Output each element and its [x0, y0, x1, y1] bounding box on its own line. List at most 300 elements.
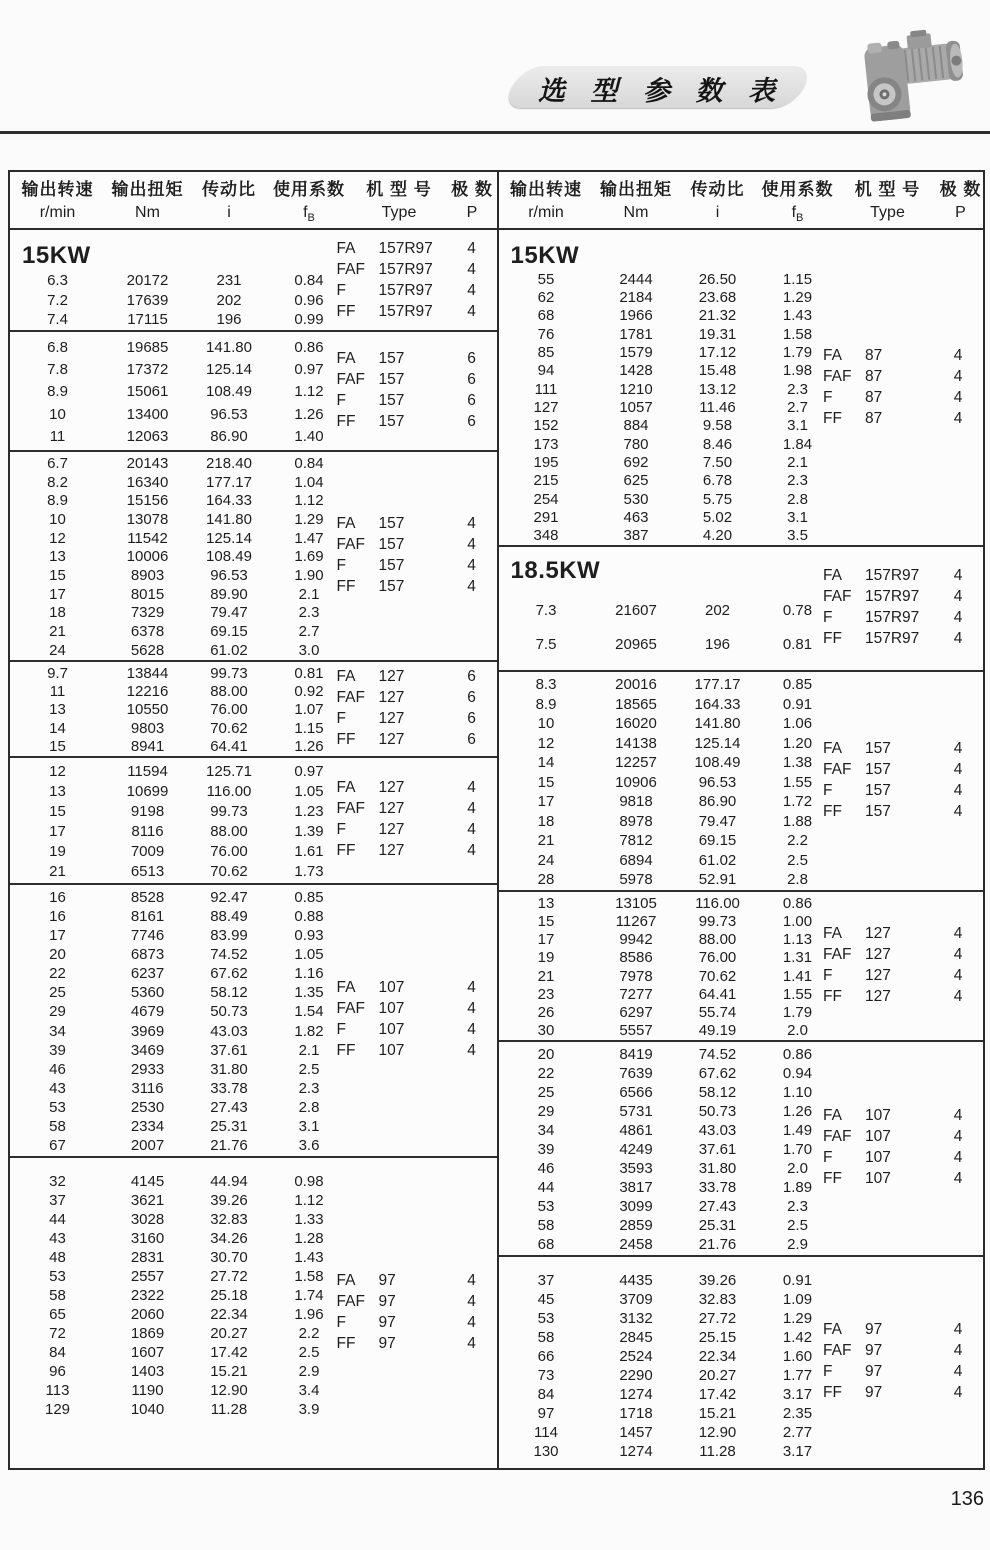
data-block	[499, 230, 984, 545]
value-cell: 20965	[615, 636, 657, 654]
column-right-blocks	[499, 230, 984, 1468]
type-poles: 4	[953, 567, 963, 584]
type-prefix: F	[336, 556, 346, 574]
type-model: 127	[378, 709, 405, 727]
value-cell: 15	[537, 773, 555, 791]
value-cell: 1.12	[294, 492, 324, 510]
value-cell: 13844	[126, 664, 169, 682]
type-prefix: F	[336, 821, 346, 838]
type-poles: 4	[953, 987, 963, 1005]
value-cell: 25.18	[210, 1287, 248, 1304]
value-cell: 9818	[619, 793, 653, 810]
value-cell: 10	[49, 511, 66, 529]
value-cell: 1.60	[782, 1348, 813, 1365]
value-cell: 2.7	[298, 623, 320, 641]
type-model: 157	[378, 391, 405, 409]
value-cell: 196	[216, 311, 242, 328]
type-poles: 4	[953, 760, 963, 778]
type-prefix: FAF	[336, 800, 365, 817]
value-cell: 49.19	[698, 1022, 737, 1040]
type-row	[337, 687, 489, 708]
type-model: 157R97	[378, 239, 433, 257]
value-cell: 20	[537, 1045, 555, 1063]
value-cell: 2.0	[787, 1160, 808, 1178]
value-cell: 1.58	[782, 325, 813, 343]
value-cell: 96.53	[210, 567, 248, 585]
type-prefix: FA	[336, 779, 356, 796]
value-cell: 27.43	[698, 1198, 737, 1216]
type-prefix: FF	[823, 630, 842, 647]
value-cell: 10	[49, 405, 66, 423]
type-poles: 6	[467, 709, 476, 727]
data-row	[499, 307, 984, 325]
value-cell: 32.83	[210, 1211, 248, 1228]
type-row	[337, 799, 489, 820]
type-poles: 4	[953, 1321, 963, 1338]
value-cell: 8419	[619, 1045, 653, 1063]
type-prefix: FF	[336, 302, 356, 320]
value-cell: 21	[49, 863, 66, 881]
value-cell: 39	[537, 1140, 555, 1158]
value-cell: 1.40	[294, 428, 324, 446]
value-cell: 1.43	[294, 1249, 324, 1266]
value-cell: 1.29	[294, 511, 324, 529]
value-cell: 1.04	[294, 473, 324, 491]
value-cell: 1.28	[294, 1230, 324, 1247]
type-prefix: FF	[336, 1042, 356, 1059]
value-cell: 0.92	[294, 683, 324, 701]
value-cell: 1.31	[782, 949, 813, 967]
value-cell: 43.03	[210, 1022, 248, 1040]
type-poles: 4	[953, 1149, 963, 1166]
data-row	[499, 1404, 984, 1423]
value-cell: 125.14	[206, 529, 252, 547]
header-ratio-symbol: i	[227, 204, 231, 222]
value-cell: 1579	[619, 344, 653, 362]
data-row	[499, 435, 984, 453]
value-cell: 10006	[126, 548, 169, 566]
value-cell: 2290	[619, 1367, 653, 1384]
type-row	[823, 986, 975, 1007]
value-cell: 387	[623, 527, 649, 545]
value-cell: 2.2	[298, 1325, 320, 1342]
header-factor-symbol: $f_B$	[791, 204, 804, 225]
value-cell: 1869	[130, 1325, 165, 1342]
value-cell: 21.76	[698, 1236, 737, 1254]
table-header-left	[10, 172, 497, 230]
value-cell: 10550	[126, 701, 169, 719]
value-cell: 530	[623, 490, 649, 508]
table-column-right	[497, 172, 984, 1468]
type-row	[337, 348, 489, 369]
type-poles: 4	[467, 1042, 476, 1059]
header-row-en	[499, 204, 984, 224]
type-model: 157	[865, 739, 891, 757]
type-poles: 4	[953, 1107, 963, 1124]
value-cell: 2.3	[787, 380, 808, 398]
value-cell: 17	[49, 926, 66, 944]
header-speed-unit: r/min	[39, 204, 76, 222]
table-header-right	[499, 172, 984, 230]
value-cell: 8.2	[47, 473, 68, 491]
type-poles: 6	[467, 688, 476, 706]
type-model: 107	[378, 1042, 405, 1059]
type-row	[823, 629, 975, 650]
type-prefix: F	[336, 281, 346, 299]
value-cell: 34.26	[210, 1230, 248, 1247]
value-cell: 692	[623, 453, 649, 471]
value-cell: 0.88	[294, 907, 324, 925]
value-cell: 2524	[619, 1348, 653, 1365]
value-cell: 18	[537, 812, 555, 830]
type-poles: 4	[953, 966, 963, 984]
data-block	[499, 670, 984, 890]
data-block	[499, 545, 984, 670]
value-cell: 3132	[619, 1310, 653, 1327]
data-row	[499, 508, 984, 526]
data-row	[10, 863, 497, 881]
data-row	[499, 325, 984, 343]
value-cell: 53	[537, 1310, 555, 1327]
value-cell: 72	[49, 1325, 66, 1342]
value-cell: 2.9	[787, 1236, 808, 1254]
value-cell: 9.7	[47, 664, 68, 682]
value-cell: 74.52	[698, 1045, 737, 1063]
value-cell: 79.47	[210, 604, 248, 622]
data-row	[499, 871, 984, 889]
data-row	[499, 1022, 984, 1040]
value-cell: 5360	[130, 984, 165, 1002]
type-model: 127	[378, 667, 405, 685]
value-cell: 8.9	[47, 492, 68, 510]
value-cell: 13	[49, 548, 66, 566]
value-cell: 0.81	[782, 636, 813, 654]
value-cell: 15061	[126, 383, 169, 401]
value-cell: 2.5	[298, 1344, 320, 1361]
type-poles: 6	[467, 730, 476, 748]
type-prefix: FAF	[336, 370, 365, 388]
value-cell: 17115	[127, 311, 168, 328]
value-cell: 6513	[130, 863, 165, 881]
value-cell: 0.78	[782, 601, 813, 619]
type-row	[823, 566, 975, 587]
type-row	[823, 759, 975, 780]
value-cell: 2.77	[782, 1424, 813, 1441]
value-cell: 1.29	[782, 1310, 813, 1327]
type-model: 97	[865, 1321, 883, 1338]
data-row	[499, 695, 984, 713]
value-cell: 13078	[126, 511, 169, 529]
data-row	[499, 832, 984, 850]
value-cell: 13	[49, 782, 66, 800]
value-cell: 6894	[619, 851, 653, 869]
value-cell: 3969	[130, 1022, 165, 1040]
value-cell: 8903	[130, 567, 165, 585]
type-list	[337, 778, 489, 862]
type-row	[823, 923, 975, 944]
value-cell: 8.9	[535, 695, 557, 713]
type-list	[337, 666, 489, 750]
value-cell: 1.69	[294, 548, 324, 566]
type-model: 87	[865, 347, 883, 364]
value-cell: 3.4	[298, 1382, 320, 1399]
data-row	[10, 473, 497, 491]
value-cell: 7746	[130, 926, 165, 944]
value-cell: 2557	[130, 1268, 165, 1285]
value-cell: 21.32	[698, 307, 737, 325]
type-prefix: F	[336, 391, 346, 409]
value-cell: 97	[537, 1405, 555, 1422]
value-cell: 16020	[615, 715, 657, 732]
value-cell: 11	[49, 428, 66, 446]
value-cell: 141.80	[694, 715, 741, 732]
type-prefix: F	[823, 389, 833, 406]
value-cell: 2.5	[787, 1217, 808, 1235]
type-model: 157	[378, 514, 405, 532]
value-cell: 2322	[130, 1287, 165, 1304]
value-cell: 15.48	[698, 362, 737, 380]
value-cell: 8.3	[535, 676, 557, 693]
power-section-title: 18.5KW	[510, 557, 601, 584]
type-prefix: FF	[823, 410, 842, 427]
value-cell: 1.84	[782, 435, 813, 453]
type-model: 107	[865, 1128, 891, 1145]
data-row	[10, 1060, 497, 1078]
value-cell: 67.62	[698, 1064, 737, 1082]
type-list	[337, 978, 489, 1062]
value-cell: 0.84	[294, 455, 324, 473]
value-cell: 215	[533, 472, 559, 490]
value-cell: 1.72	[782, 793, 813, 810]
data-row	[10, 604, 497, 622]
value-cell: 18565	[615, 695, 657, 713]
type-row	[337, 778, 489, 799]
data-row	[10, 1381, 497, 1400]
value-cell: 2.2	[787, 832, 808, 849]
value-cell: 7639	[619, 1064, 653, 1082]
value-cell: 6378	[130, 623, 165, 641]
value-cell: 10699	[126, 782, 169, 800]
header-ratio-cn: 传动比	[690, 180, 745, 200]
type-prefix: FAF	[823, 760, 852, 778]
data-row	[499, 851, 984, 869]
value-cell: 1.26	[782, 1102, 813, 1120]
value-cell: 108.49	[206, 383, 252, 401]
type-prefix: FF	[336, 412, 356, 430]
type-model: 127	[865, 987, 891, 1005]
value-cell: 8161	[130, 907, 165, 925]
value-cell: 14138	[615, 734, 657, 752]
type-poles: 4	[467, 1334, 476, 1352]
type-row	[823, 1148, 975, 1169]
type-model: 97	[865, 1363, 883, 1380]
type-model: 157R97	[865, 609, 920, 626]
type-row	[337, 369, 489, 390]
data-row	[499, 894, 984, 912]
value-cell: 44.94	[210, 1173, 248, 1190]
value-cell: 5628	[130, 641, 165, 659]
value-cell: 3160	[130, 1230, 165, 1247]
value-cell: 2.8	[787, 490, 808, 508]
value-cell: 73	[537, 1367, 555, 1384]
value-cell: 116.00	[206, 782, 252, 800]
value-cell: 11.28	[210, 1401, 248, 1418]
type-prefix: FA	[336, 667, 356, 685]
value-cell: 88.49	[210, 907, 248, 925]
data-row	[10, 907, 497, 925]
value-cell: 8586	[619, 949, 653, 967]
value-cell: 25	[49, 984, 66, 1002]
type-model: 97	[865, 1342, 883, 1359]
value-cell: 1.43	[782, 307, 813, 325]
value-cell: 17639	[126, 291, 169, 309]
type-prefix: FA	[823, 1321, 842, 1338]
value-cell: 1.15	[294, 719, 324, 737]
value-cell: 0.98	[294, 1173, 324, 1190]
type-row	[823, 1320, 975, 1341]
header-type-label: Type	[381, 204, 417, 222]
type-model: 107	[378, 979, 405, 996]
value-cell: 0.97	[294, 762, 324, 780]
value-cell: 70.62	[210, 719, 248, 737]
type-poles: 4	[467, 239, 476, 257]
value-cell: 2.3	[298, 1079, 320, 1097]
value-cell: 17	[537, 931, 555, 949]
value-cell: 4435	[619, 1272, 653, 1289]
value-cell: 88.00	[698, 931, 737, 949]
type-prefix: FF	[336, 842, 356, 859]
type-prefix: FA	[336, 1271, 356, 1289]
value-cell: 127	[533, 399, 559, 416]
value-cell: 11594	[127, 762, 168, 780]
value-cell: 0.94	[782, 1064, 813, 1082]
type-row	[337, 978, 489, 999]
value-cell: 9803	[130, 719, 165, 737]
type-model: 127	[378, 800, 405, 817]
value-cell: 1.47	[294, 529, 324, 547]
type-row	[337, 1291, 489, 1312]
type-row	[823, 1106, 975, 1127]
data-row	[499, 1045, 984, 1063]
value-cell: 30.70	[210, 1249, 248, 1266]
type-model: 127	[378, 821, 405, 838]
type-model: 127	[865, 924, 891, 942]
value-cell: 64.41	[210, 738, 248, 756]
value-cell: 8978	[619, 812, 653, 830]
value-cell: 1781	[619, 325, 653, 343]
type-row	[337, 411, 489, 432]
value-cell: 2.7	[787, 399, 808, 416]
value-cell: 13400	[126, 405, 169, 423]
value-cell: 53	[537, 1198, 555, 1216]
value-cell: 74.52	[210, 946, 248, 963]
value-cell: 1.15	[782, 270, 813, 288]
value-cell: 2933	[130, 1060, 165, 1078]
type-poles: 4	[953, 630, 963, 647]
value-cell: 46	[49, 1060, 66, 1078]
type-prefix: FAF	[823, 1342, 852, 1359]
type-model: 107	[865, 1107, 891, 1124]
value-cell: 33.78	[210, 1079, 248, 1097]
value-cell: 1.05	[294, 946, 324, 963]
type-model: 157	[378, 577, 405, 595]
type-model: 157R97	[378, 260, 433, 278]
value-cell: 0.86	[782, 894, 813, 912]
type-row	[823, 1362, 975, 1383]
value-cell: 2444	[619, 270, 653, 288]
value-cell: 8116	[131, 823, 164, 841]
type-prefix: FAF	[336, 688, 365, 706]
value-cell: 53	[49, 1268, 66, 1285]
type-model: 97	[378, 1292, 396, 1310]
value-cell: 291	[533, 508, 559, 526]
value-cell: 1.58	[294, 1268, 324, 1285]
value-cell: 1718	[619, 1405, 653, 1422]
type-row	[823, 738, 975, 759]
value-cell: 22.34	[210, 1306, 248, 1323]
value-cell: 0.91	[782, 1272, 813, 1289]
data-row	[499, 1290, 984, 1309]
type-prefix: FA	[823, 1107, 842, 1124]
data-row	[499, 715, 984, 733]
type-row	[337, 1041, 489, 1062]
value-cell: 1.35	[294, 984, 324, 1002]
header-row-en	[10, 204, 497, 224]
value-cell: 130	[533, 1443, 559, 1460]
value-cell: 6237	[130, 965, 165, 983]
type-row	[337, 555, 489, 576]
header-torque-unit: Nm	[623, 204, 649, 222]
type-prefix: FF	[336, 730, 356, 748]
value-cell: 4861	[619, 1121, 653, 1139]
type-poles: 4	[953, 410, 963, 427]
value-cell: 13.12	[698, 380, 737, 398]
value-cell: 44	[49, 1211, 66, 1228]
value-cell: 15.21	[698, 1405, 737, 1422]
value-cell: 61.02	[698, 851, 737, 869]
value-cell: 0.81	[294, 664, 324, 682]
page-number: 136	[950, 1488, 984, 1510]
value-cell: 58	[537, 1329, 555, 1346]
value-cell: 19.31	[698, 325, 737, 343]
value-cell: 1.05	[294, 782, 324, 800]
value-cell: 7.3	[535, 601, 557, 619]
value-cell: 1.13	[782, 931, 813, 949]
type-prefix: FAF	[336, 1000, 365, 1017]
value-cell: 94	[537, 362, 555, 380]
value-cell: 46	[537, 1160, 555, 1178]
type-row	[823, 388, 975, 409]
value-cell: 15.21	[210, 1363, 248, 1380]
value-cell: 2.3	[298, 604, 320, 622]
value-cell: 1.79	[782, 1004, 813, 1022]
value-cell: 177.17	[694, 676, 741, 693]
type-poles: 4	[467, 1271, 476, 1289]
type-list	[823, 738, 975, 822]
data-row	[10, 1400, 497, 1419]
data-row	[10, 1210, 497, 1229]
data-block	[499, 1255, 984, 1468]
type-poles: 6	[467, 349, 476, 367]
data-row	[10, 1079, 497, 1097]
type-model: 107	[865, 1149, 891, 1166]
data-row	[499, 1271, 984, 1290]
type-row	[337, 708, 489, 729]
value-cell: 26	[537, 1004, 555, 1022]
value-cell: 1.42	[782, 1329, 813, 1346]
value-cell: 25.15	[698, 1329, 737, 1346]
type-prefix: FAF	[823, 368, 852, 385]
